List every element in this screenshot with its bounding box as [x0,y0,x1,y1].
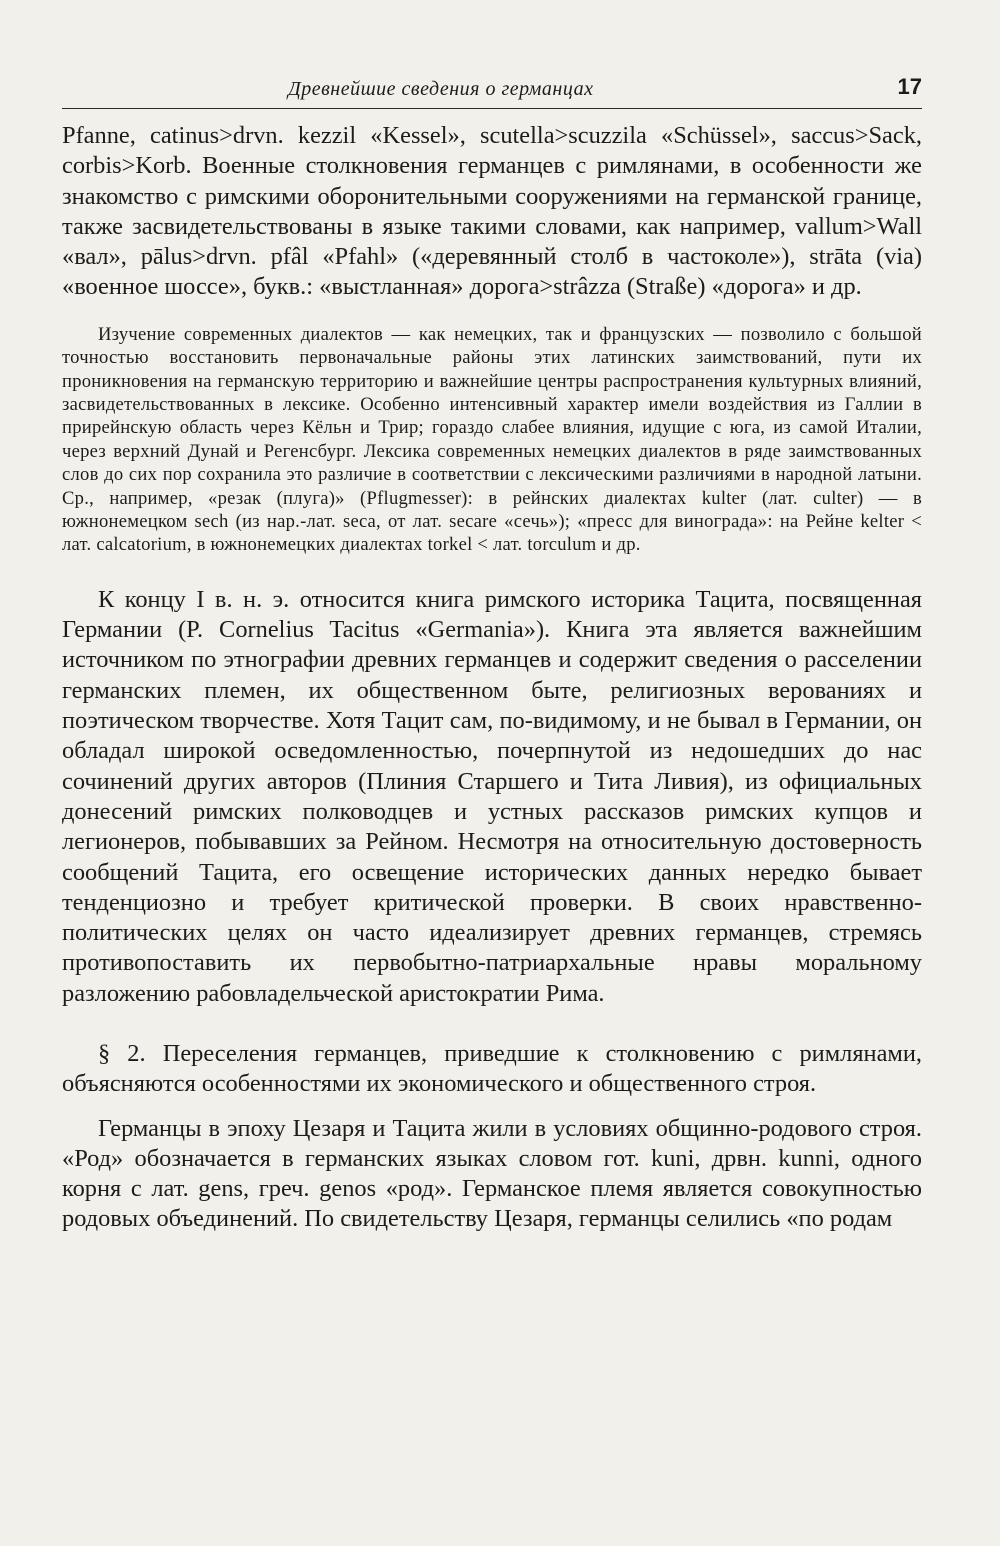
running-head [62,72,922,109]
note-dialects: Изучение современных диалектов — как немецких, так и французских — позволило с большой точностью восстановить первоначальные районы этих латинских заимствований, пути их проникновения на германскую территорию и важнейшие центры распространения культурных влияний, засвидетельствованных в лексике. Особенно интенсивный характер имели воздействия из Галлии в прирейнскую область через Кёльн и Трир; гораздо слабее влияния, идущие с юга, из самой Италии, через верхний Дунай и Регенсбург. Лексика современных немецких диалектов в ряде заимствованных слов до сих пор сохранила это различие в соответствии с лексическими различиями в народной латыни. Ср., например, «резак (плуга)» (Pflugmesser): в рейнских диалектах kulter (лат. culter) — в южнонемецком sech (из нар.-лат. seca, от лат. secare «сечь»); «пресс для винограда»: на Рейне kelter < лат. calcatorium, в южнонемецких диалектах torkel < лат. torculum и др. [62,323,922,556]
paragraph-loanwords: Pfanne, catinus>drvn. kezzil «Kessel», scutella>scuzzila «Schüssel», saccus>Sack, corbis>Korb. Военные столкновения германцев с римлянами, в особенности же знакомство с римскими оборонительными сооружениями на германской границе, также засвидетельствованы в языке такими словами, как например, vallum>Wall «вал», pālus>drvn. pfâl «Pfahl» («деревянный столб в частоколе»), strāta (via) «военное шоссе», букв.: «выстланная» дорога>strâzza (Straße) «дорога» и др. [62,122,922,301]
running-title: Древнейшие сведения о германцах [288,78,594,100]
paragraph-section-2: § 2. Переселения германцев, приведшие к столкновению с римлянами, объясняются особенностями их экономического и общественного строя. [62,1040,922,1098]
page-number: 17 [897,74,922,99]
book-page [62,72,922,1235]
paragraph-tacitus: К концу I в. н. э. относится книга римского историка Тацита, посвященная Германии (P. Cornelius Tacitus «Germania»). Книга эта является важнейшим источником по этнографии древних германцев и содержит сведения о расселении германских племен, их общественном быте, религиозных верованиях и поэтическом творчестве. Хотя Тацит сам, по-видимому, и не бывал в Германии, он обладал широкой осведомленностью, почерпнутой из недошедших до нас сочинений других авторов (Плиния Старшего и Тита Ливия), из официальных донесений римских полководцев и устных рассказов римских купцов и легионеров, побывавших за Рейном. Несмотря на относительную достоверность сообщений Тацита, его освещение исторических данных нередко бывает тенденциозно и требует критической проверки. В своих нравственно-политических целях он часто идеализирует древних германцев, стремясь противопоставить их первобытно-патриархальные нравы моральному разложению рабовладельческой аристократии Рима. [62,585,922,1007]
paragraph-clan-system: Германцы в эпоху Цезаря и Тацита жили в условиях общинно-родового строя. «Род» обозначается в германских языках словом гот. kuni, дрвн. kunni, одного корня с лат. gens, греч. genos «род». Германское племя является совокупностью родовых объединений. По свидетельству Цезаря, германцы селились «по родам [62,1114,922,1233]
